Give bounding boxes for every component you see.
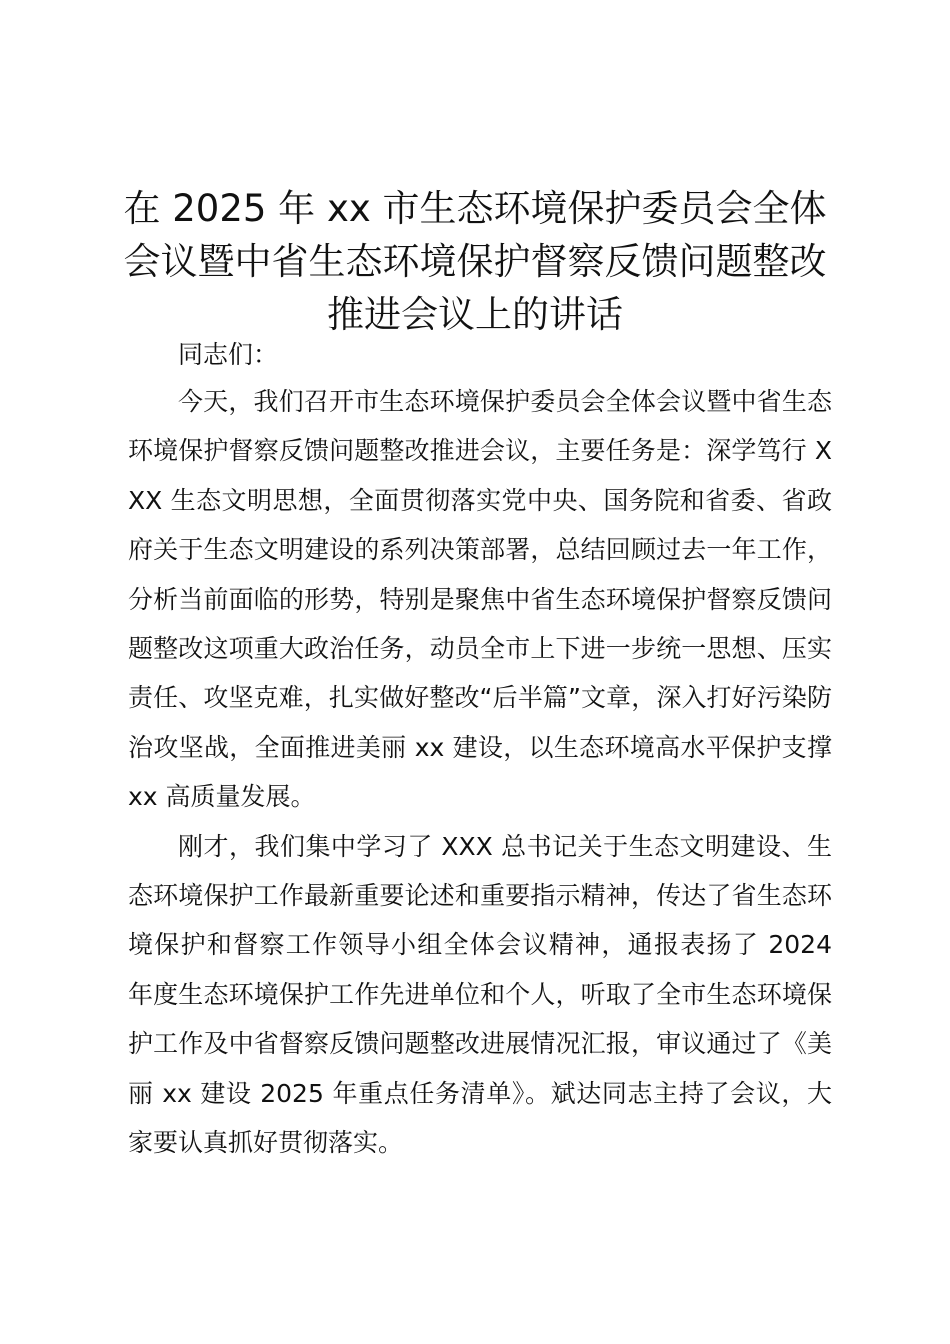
paragraph-2: 刚才，我们集中学习了 XXX 总书记关于生态文明建设、生态环境保护工作最新重要论述和重要指示精神，传达了省生态环境保护和督察工作领导小组全体会议精神，通报表扬了 2024 年度生态环境保护工作先进单位和个人，听取了全市生态环境保护工作及中省督察反馈问题整改进展情况汇报，审议通过了《美丽 xx 建设 2025 年重点任务清单》。斌达同志主持了会议，大家要认真抓好贯彻落实。: [128, 831, 832, 1158]
document-body: [128, 333, 832, 1168]
document-title: 在 2025 年 xx 市生态环境保护委员会全体会议暨中省生态环境保护督察反馈问题整改推进会议上的讲话: [123, 187, 827, 336]
paragraph-1: 今天，我们召开市生态环境保护委员会全体会议暨中省生态环境保护督察反馈问题整改推进会议，主要任务是：深学笃行 XXX 生态文明思想，全面贯彻落实党中央、国务院和省委、省政府关于生态文明建设的系列决策部署，总结回顾过去一年工作，分析当前面临的形势，特别是聚焦中省生态环境保护督察反馈问题整改这项重大政治任务，动员全市上下进一步统一思想、压实责任、攻坚克难，扎实做好整改“后半篇”文章，深入打好污染防治攻坚战，全面推进美丽 xx 建设，以生态环境高水平保护支撑 xx 高质量发展。: [128, 387, 832, 812]
salutation: 同志们：: [178, 340, 279, 369]
